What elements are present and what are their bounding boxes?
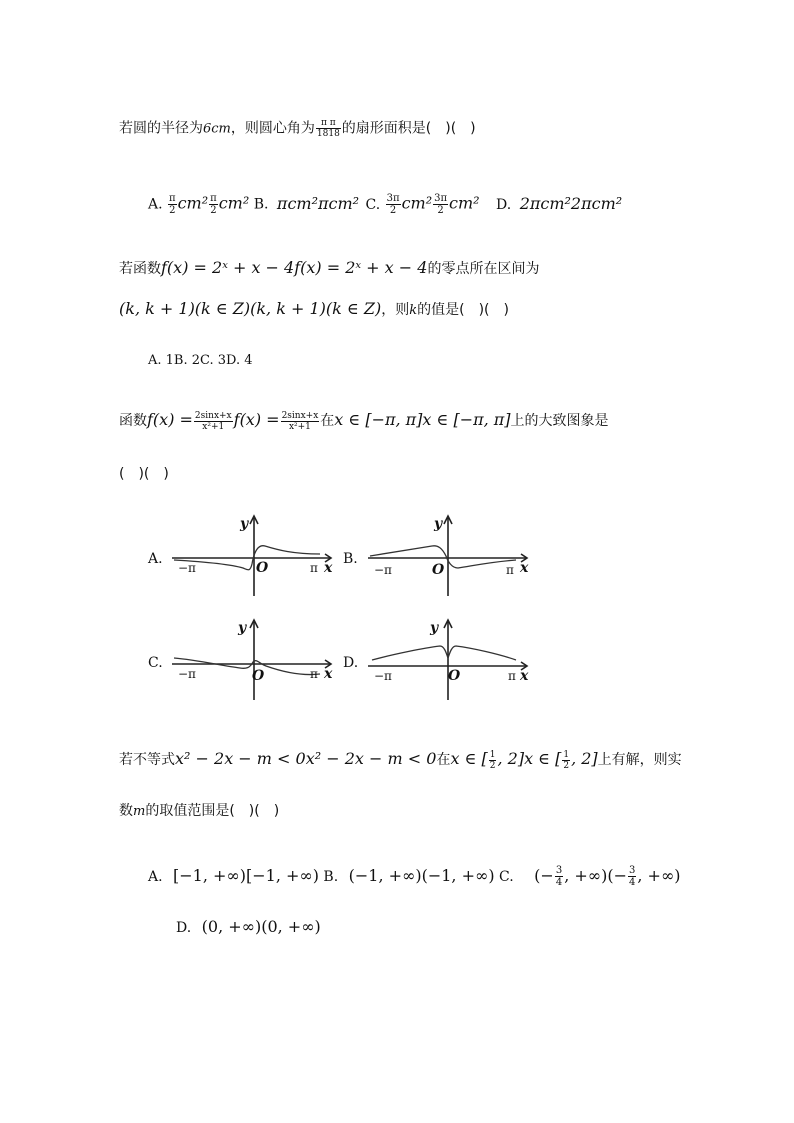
q4-opt-b-label: B. <box>323 869 339 885</box>
q4-opt-d-label: D. <box>176 920 192 936</box>
svg-text:−π: −π <box>374 563 392 577</box>
svg-text:−π: −π <box>374 669 392 683</box>
q3-paren: ( )( ) <box>119 466 169 482</box>
svg-text:O: O <box>432 562 445 578</box>
q3-frac: $\frac{2\sin x+x}{\text{x²+1}}$ <box>194 410 232 432</box>
q4-text-c: 上有解，则实 <box>597 752 682 768</box>
svg-text:−π: −π <box>178 667 196 681</box>
svg-text:O: O <box>448 668 461 684</box>
svg-text:O: O <box>252 668 265 684</box>
graph-c <box>168 614 336 702</box>
q3-text-b: 在 <box>320 413 335 429</box>
svg-text:y: y <box>430 620 439 636</box>
q1-radius: 6cm <box>203 121 231 137</box>
q4-opt-c-frac: $\frac{3}{4}$ <box>555 865 563 888</box>
q2-options-text: A. 1B. 2C. 3D. 4 <box>148 353 253 368</box>
q4-opt-c-label: C. <box>499 869 514 885</box>
q4-text-b: 在 <box>436 752 451 768</box>
svg-text:−π: −π <box>178 561 196 575</box>
q3-text-a: 函数 <box>119 413 147 429</box>
q2-options <box>148 350 253 371</box>
q1-text-a: 若圆的半径为 <box>119 120 203 137</box>
q3-text-c: 上的大致图象是 <box>510 413 609 429</box>
graph-b-label: B. <box>343 551 358 567</box>
svg-text:y: y <box>240 516 249 532</box>
svg-text:x: x <box>324 666 333 682</box>
q2-text-a: 若函数 <box>119 261 161 277</box>
q2-expr: f(x) = 2ˣ + x − 4f(x) = 2ˣ + x − 4 <box>161 258 428 277</box>
svg-text:y: y <box>238 620 247 636</box>
svg-text:x: x <box>520 560 529 576</box>
graph-a-label: A. <box>148 551 163 567</box>
svg-text:x: x <box>324 560 333 576</box>
q3-stem: 函数f(x) = $\frac{2\sin x+x}{\text{x²+1}}$ f(x) = $\frac{2\sin x+x}{\text{x²+1}}$ 在x ∈ [−π, π]x ∈ [−π, π]上的大致图象是 <box>119 410 609 432</box>
q1-opt-a-label: A. <box>148 196 163 213</box>
q4-opt-d: (0, +∞)(0, +∞) <box>201 917 321 936</box>
q4-stem: 若不等式x² − 2x − m < 0x² − 2x − m < 0在x ∈ [ $\frac{1}{2}$ , 2]x ∈ [ $\frac{1}{2}$ , 2]上有解，则实 <box>119 749 682 771</box>
q4-opt-a-label: A. <box>148 869 163 885</box>
svg-text:π: π <box>508 669 516 683</box>
svg-text:y: y <box>434 516 443 532</box>
q1-opt-d: 2πcm²2πcm² <box>519 193 623 213</box>
q4-frac: $\frac{1}{2}$ <box>489 749 496 771</box>
q1-opt-a-frac: $\frac{\pi}{2}$ <box>169 193 176 216</box>
svg-text:π: π <box>310 667 318 681</box>
q4-opt-a: [−1, +∞)[−1, +∞) <box>173 866 319 885</box>
q1-stem <box>119 118 476 140</box>
q2-stem-line2 <box>119 299 509 321</box>
q2-k: k <box>409 303 418 318</box>
q2-text-b: 的零点所在区间为 <box>427 261 540 277</box>
q2-text-d: 的值是( )( ) <box>417 302 509 318</box>
graph-c-label: C. <box>148 655 163 671</box>
q4-text-a: 若不等式 <box>119 752 175 768</box>
graph-a <box>168 510 336 598</box>
svg-text:π: π <box>310 561 318 575</box>
q4-m: m <box>133 804 146 819</box>
q4-opt-b: (−1, +∞)(−1, +∞) <box>348 866 495 885</box>
q1-opt-b-label: B. <box>253 196 269 213</box>
svg-text:O: O <box>256 560 269 576</box>
q4-expr: x² − 2x − m < 0x² − 2x − m < 0 <box>175 749 437 768</box>
q2-text-c: ，则 <box>381 302 410 318</box>
graph-d <box>364 614 532 702</box>
q4-options-line2 <box>176 917 321 938</box>
q1-opt-c-frac: $\frac{3\pi}{2}$ <box>386 193 400 216</box>
q1-options: A. $\frac{\pi}{2}$ cm² $\frac{\pi}{2}$ cm² B. πcm²πcm² C. $\frac{3\pi}{2}$ cm² $\frac{3\pi}{2}$ cm² D. 2πcm²2πcm² <box>148 193 623 216</box>
q1-opt-b: πcm²πcm² <box>276 193 360 213</box>
q2-interval: (k, k + 1)(k ∈ Z)(k, k + 1)(k ∈ Z) <box>119 299 382 318</box>
q4-options: A. [−1, +∞)[−1, +∞) B. (−1, +∞)(−1, +∞) C. (− $\frac{3}{4}$ , +∞)(− $\frac{3}{4}$ , +∞) <box>148 865 681 888</box>
graph-b <box>364 510 532 598</box>
q2-stem <box>119 258 539 279</box>
q3-domain: x ∈ [−π, π]x ∈ [−π, π] <box>334 410 511 429</box>
q1-text-c: 的扇形面积是( )( ) <box>341 120 476 137</box>
svg-text:x: x <box>520 668 529 684</box>
svg-text:π: π <box>506 563 514 577</box>
q1-opt-d-label: D. <box>496 196 512 213</box>
q1-text-b: ，则圆心角为 <box>230 120 315 137</box>
q1-angle-fraction: $\frac{\text{π π}}{1818}$ <box>316 118 340 139</box>
graph-d-label: D. <box>343 655 359 671</box>
q4-stem-line2: 数m的取值范围是( )( ) <box>119 803 280 819</box>
q1-opt-c-label: C. <box>365 196 381 213</box>
